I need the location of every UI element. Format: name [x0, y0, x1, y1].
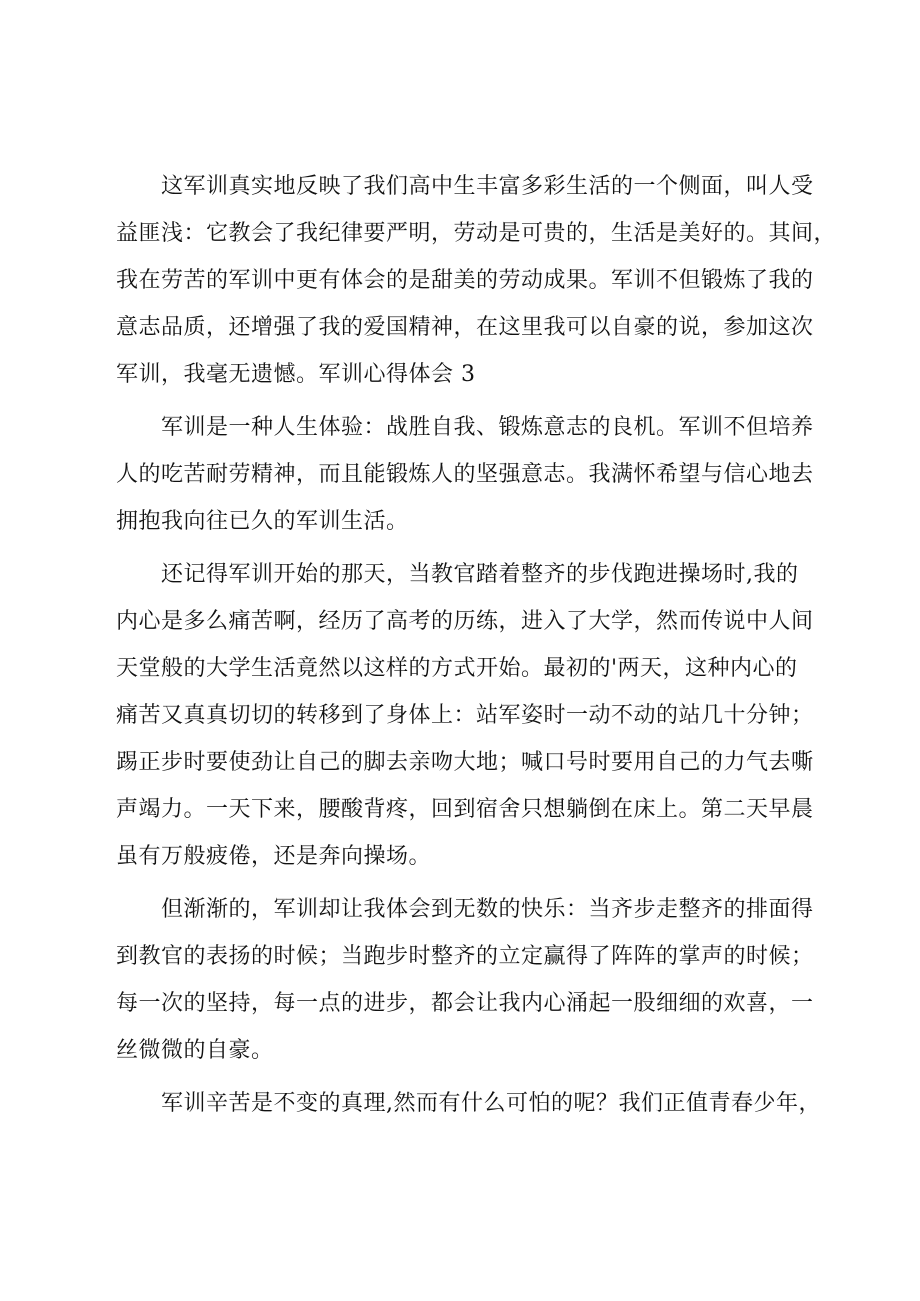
text-line: 虽有万般疲倦，还是奔向操场。 — [116, 844, 432, 869]
text-line: 内心是多么痛苦啊，经历了高考的历练，进入了大学，然而传说中人间 — [116, 609, 814, 634]
text-line: 我在劳苦的军训中更有体会的是甜美的劳动成果。军训不但锻炼了我的 — [116, 268, 814, 293]
text-line: 益匪浅：它教会了我纪律要严明，劳动是可贵的，生活是美好的。其间， — [116, 221, 837, 246]
text-line: 丝微微的自豪。 — [116, 1038, 274, 1063]
text-line: 痛苦又真真切切的转移到了身体上：站军姿时一动不动的站几十分钟； — [116, 703, 814, 728]
text-line: 人的吃苦耐劳精神，而且能锻炼人的坚强意志。我满怀希望与信心地去 — [116, 462, 814, 487]
text-line: 拥抱我向往已久的军训生活。 — [116, 509, 409, 534]
text-line: 到教官的表扬的时候；当跑步时整齐的立定赢得了阵阵的掌声的时候； — [116, 944, 814, 969]
text-line: 声竭力。一天下来，腰酸背疼，回到宿舍只想躺倒在床上。第二天早晨 — [116, 797, 814, 822]
text-line: 天堂般的大学生活竟然以这样的方式开始。最初的'两天，这种内心的 — [116, 656, 798, 681]
text-line: 但渐渐的，军训却让我体会到无数的快乐：当齐步走整齐的排面得 — [116, 897, 814, 922]
text-line: 踢正步时要使劲让自己的脚去亲吻大地；喊口号时要用自己的力气去嘶 — [116, 750, 814, 775]
text-line: 军训辛苦是不变的真理,然而有什么可怕的呢？我们正值青春少年， — [116, 1091, 821, 1116]
text-line: 意志品质，还增强了我的爱国精神，在这里我可以自豪的说，参加这次 — [116, 315, 814, 340]
text-line: 军训，我毫无遗憾。军训心得体会 3 — [116, 362, 476, 387]
text-line: 每一次的坚持，每一点的进步，都会让我内心涌起一股细细的欢喜，一 — [116, 991, 814, 1016]
text-line: 这军训真实地反映了我们高中生丰富多彩生活的一个侧面，叫人受 — [116, 174, 814, 199]
text-line: 还记得军训开始的那天，当教官踏着整齐的步伐跑进操场时,我的 — [116, 562, 799, 587]
text-line: 军训是一种人生体验：战胜自我、锻炼意志的良机。军训不但培养 — [116, 415, 814, 440]
